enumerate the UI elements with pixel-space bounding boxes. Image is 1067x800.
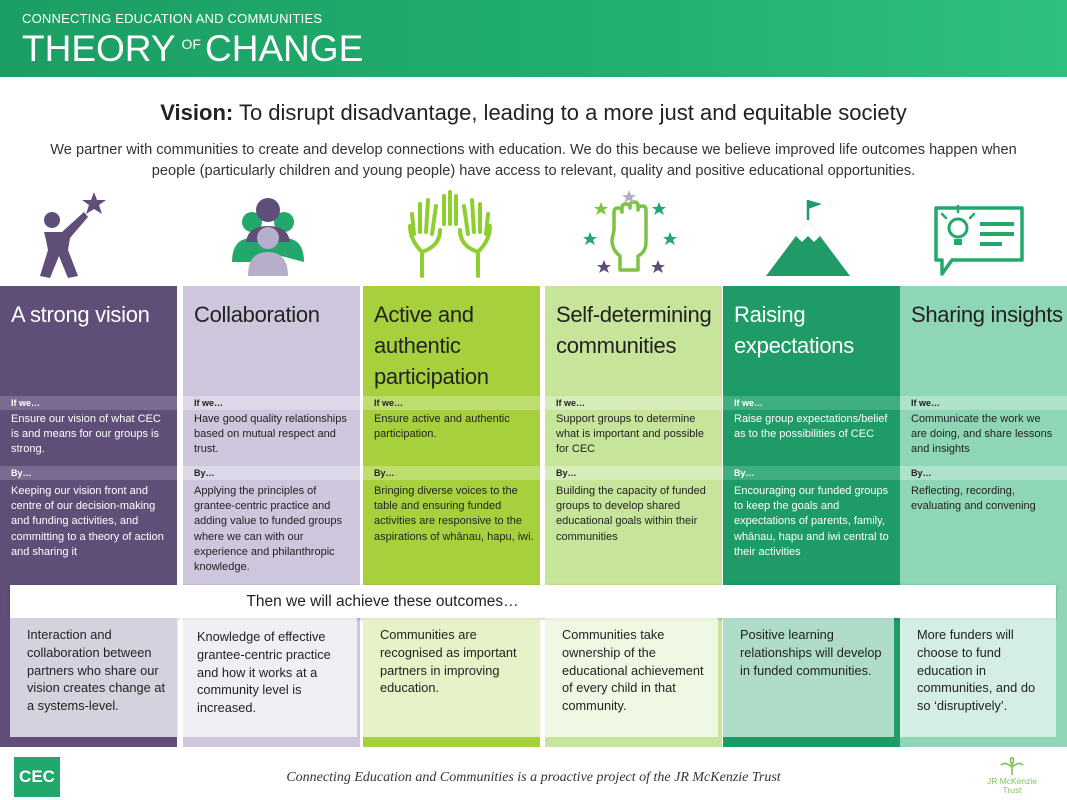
by-text: Applying the principles of grantee-centric practice and adding value to funded groups where we can with our experience and philanthropic knowledge. [194,485,343,574]
by-text: Reflecting, recording, evaluating and convening [911,485,1036,513]
if-label: If we… [545,396,722,410]
if-label: If we… [363,396,540,410]
by-label: By… [545,466,722,480]
intro-paragraph: We partner with communities to create and develop connections with education. We do this because we believe improved life outcomes happen when people (particularly children and young people) have access to relevant, quality and positive educational opportunities. [50,142,1017,179]
if-text: Ensure active and authentic participation. [374,413,510,441]
title-change: CHANGE [204,28,364,69]
if-text: Raise group expectations/belief as to the possibilities of CEC [734,413,888,441]
if-label: If we… [0,396,177,410]
title-of: OF [181,36,201,52]
footer-text: Connecting Education and Communities is a proactive project of the JR McKenzie Trust [286,770,781,785]
if-label: If we… [900,396,1067,410]
trust-logo-line2: Trust [1002,785,1022,795]
cec-logo: CEC [14,757,60,797]
trust-logo-line1: JR McKenzie [986,776,1038,786]
column-heading: A strong vision [11,302,150,327]
by-label: By… [900,466,1067,480]
vision-label: Vision: [160,100,234,125]
outcomes-banner-text: Then we will achieve these outcomes… [246,593,519,610]
column-heading: Active and authentic participation [374,302,489,389]
column-heading: Collaboration [194,302,320,327]
tree-icon [997,757,1027,775]
raised-hands-icon [400,190,500,280]
by-text: Encouraging our funded groups to keep the goals and expectations of parents, family, whānau, hapu and iwi central to their activities [734,485,889,558]
column-heading: Self-determining communities [556,302,712,358]
vision-text: To disrupt disadvantage, leading to a more just and equitable society [238,100,907,125]
outcome-box-4: Communities take ownership of the educational achievement of every child in that community. [545,618,718,737]
jr-mckenzie-trust-logo [981,757,1043,797]
vision-statement [0,100,1067,126]
if-text: Communicate the work we are doing, and share lessons and insights [911,413,1053,456]
by-label: By… [0,466,177,480]
person-reaching-star-icon [18,190,118,280]
outcome-box-2: Knowledge of effective grantee-centric practice and how it works at a community level is increased. [180,618,357,737]
title-theory: THEORY [22,28,176,69]
group-of-people-icon [218,190,318,280]
if-text: Have good quality relationships based on mutual respect and trust. [194,413,347,456]
mountain-flag-icon [760,190,860,280]
lightbulb-speech-icon [928,190,1028,280]
if-text: Support groups to determine what is important and possible for CEC [556,413,704,456]
outcome-box-1: Interaction and collaboration between partners who share our vision creates change at a systems-level. [10,618,178,737]
if-text: Ensure our vision of what CEC is and means for our groups is strong. [11,413,161,456]
outcome-box-3: Communities are recognised as important partners in improving education. [363,618,540,737]
outcome-box-5: Positive learning relationships will develop in funded communities. [723,618,894,737]
if-label: If we… [723,396,900,410]
raised-fist-stars-icon [582,190,682,280]
header-banner [0,0,1067,77]
by-label: By… [363,466,540,480]
header-subtitle: CONNECTING EDUCATION AND COMMUNITIES [22,11,323,26]
column-heading: Sharing insights [911,302,1063,327]
by-label: By… [183,466,360,480]
outcomes-banner [10,585,1056,618]
outcome-box-6: More funders will choose to fund education in communities, and do so ‘disruptively’. [900,618,1056,737]
column-heading: Raising expectations [734,302,854,358]
by-text: Building the capacity of funded groups to develop shared educational goals within their communities [556,485,706,543]
by-text: Bringing diverse voices to the table and ensuring funded activities are responsive to the aspirations of whānau, hapu, iwi. [374,485,534,543]
page-title [22,29,363,76]
if-label: If we… [183,396,360,410]
by-text: Keeping our vision front and centre of our decision-making and funding activities, and committing to a theory of action and sharing it [11,485,164,558]
by-label: By… [723,466,900,480]
